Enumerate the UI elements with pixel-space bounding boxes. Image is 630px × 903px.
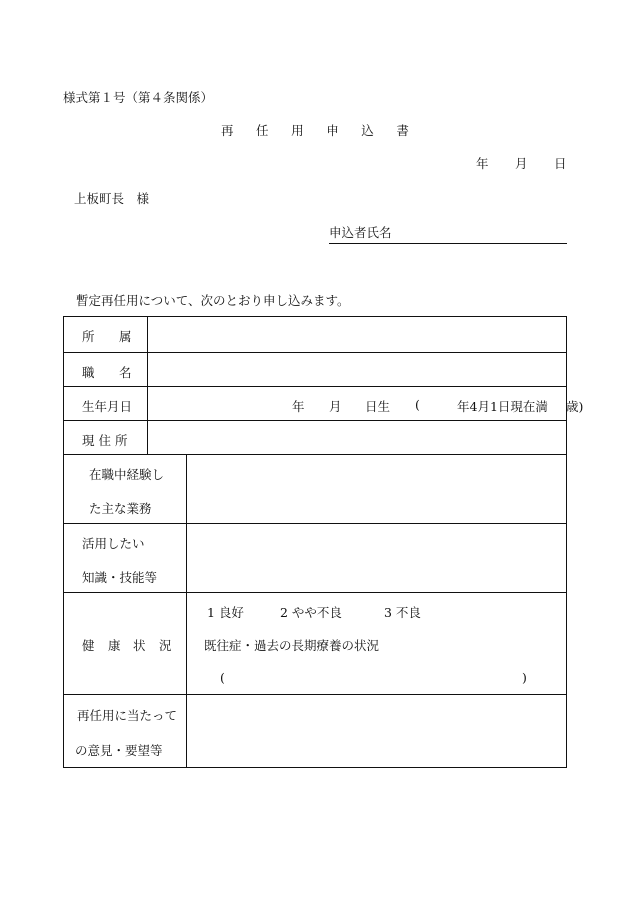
row-experience [64, 454, 566, 523]
address-label-text: 現 住 所 [82, 433, 128, 448]
label-char: 況 [159, 638, 172, 653]
health-field [187, 593, 566, 694]
opinion-label-line: の意見・要望等 [75, 743, 163, 758]
birth-day-label: 日生 [365, 399, 391, 414]
date-day-label: 日 [554, 156, 567, 171]
label-char: 属 [119, 329, 132, 344]
row-position [64, 352, 566, 386]
title-char: 任 [256, 123, 269, 138]
intro-statement: 暫定再任用について、次のとおり申し込みます。 [76, 293, 350, 308]
skills-field[interactable] [187, 524, 566, 592]
birthdate-field[interactable] [148, 387, 584, 420]
opinion-label [64, 695, 187, 767]
health-history-close-paren: ) [522, 670, 527, 685]
experience-label [64, 455, 187, 523]
experience-label-line: た主な業務 [89, 501, 152, 516]
health-option-poor[interactable]: 3 不良 [384, 605, 421, 620]
application-table [63, 316, 584, 768]
row-address [64, 420, 566, 454]
affiliation-field[interactable] [148, 317, 566, 352]
title-char: 書 [396, 123, 410, 138]
applicant-name-label: 申込者氏名 [329, 225, 392, 240]
date-year-label: 年 [476, 156, 489, 171]
label-char: 職 [82, 365, 95, 380]
title-char: 申 [326, 123, 339, 138]
birthdate-label-text: 生年月日 [82, 399, 133, 414]
age-as-of-label: 年4月1日現在満 [457, 399, 548, 414]
date-month-label: 月 [515, 156, 528, 171]
experience-field[interactable] [187, 455, 566, 523]
age-open-paren: ( [415, 397, 420, 412]
birth-year-label: 年 [292, 399, 305, 414]
birthdate-label [64, 387, 148, 420]
row-affiliation [64, 317, 566, 352]
addressee: 上板町長 様 [74, 191, 150, 206]
row-skills [64, 523, 566, 592]
health-history-open-paren: ( [220, 670, 225, 685]
row-opinion [64, 694, 566, 767]
label-char: 所 [82, 329, 95, 344]
position-label [64, 353, 148, 386]
experience-label-line: 在職中経験し [89, 467, 165, 482]
row-birthdate [64, 386, 584, 420]
health-history-label: 既往症・過去の長期療養の状況 [204, 638, 380, 653]
skills-label [64, 524, 187, 592]
health-label [64, 593, 187, 694]
health-option-good[interactable]: 1 良好 [207, 605, 244, 620]
skills-label-line: 知識・技能等 [82, 570, 158, 585]
label-char: 康 [108, 638, 121, 653]
label-char: 状 [133, 638, 146, 653]
row-health [64, 592, 566, 694]
address-label [64, 421, 148, 454]
document-title [0, 121, 630, 139]
age-close-label: 歳) [566, 399, 584, 414]
opinion-field[interactable] [187, 695, 566, 767]
birth-month-label: 月 [329, 399, 342, 414]
title-char: 再 [220, 123, 234, 138]
label-char: 健 [82, 638, 95, 653]
form-number: 様式第１号（第４条関係） [63, 90, 214, 105]
affiliation-label [64, 317, 148, 352]
label-char: 名 [119, 365, 132, 380]
health-option-slightly-poor[interactable]: 2 やや不良 [280, 605, 342, 620]
address-field[interactable] [148, 421, 566, 454]
position-field[interactable] [148, 353, 566, 386]
opinion-label-line: 再任用に当たって [77, 708, 178, 723]
applicant-name-field[interactable] [329, 223, 567, 244]
title-char: 込 [361, 123, 374, 138]
title-char: 用 [291, 123, 304, 138]
skills-label-line: 活用したい [82, 536, 145, 551]
